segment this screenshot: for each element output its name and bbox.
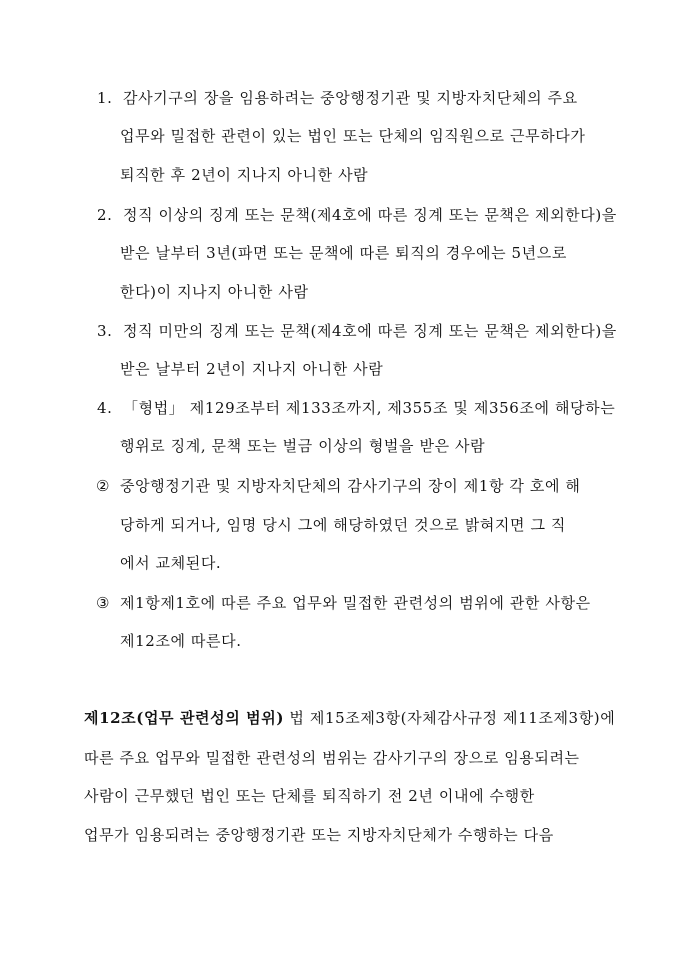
item-1-line-2: 업무와 밀접한 관련이 있는 법인 또는 단체의 임직원으로 근무하다가 bbox=[120, 127, 586, 145]
article-text: 법 제15조제3항(자체감사규정 제11조제3항)에 bbox=[289, 709, 616, 727]
article-12-line-3: 사람이 근무했던 법인 또는 단체를 퇴직하기 전 2년 이내에 수행한 bbox=[84, 787, 535, 805]
item-text: 정직 이상의 징계 또는 문책(제4호에 따른 징계 또는 문책은 제외한다)을 bbox=[123, 206, 617, 224]
paragraph-2-line-3: 에서 교체된다. bbox=[120, 554, 222, 572]
article-12-line-1 bbox=[84, 708, 615, 728]
item-2-line-2: 받은 날부터 3년(파면 또는 문책에 따른 퇴직의 경우에는 5년으로 bbox=[120, 244, 567, 262]
paragraph-text: 제1항제1호에 따른 주요 업무와 밀접한 관련성의 범위에 관한 사항은 bbox=[120, 594, 591, 612]
item-text: 감사기구의 장을 임용하려는 중앙행정기관 및 지방자치단체의 주요 bbox=[123, 89, 578, 107]
item-text: 「형법」 제129조부터 제133조까지, 제355조 및 제356조에 해당하는 bbox=[123, 399, 616, 417]
paragraph-3-line-1 bbox=[96, 593, 591, 613]
item-3-line-2: 받은 날부터 2년이 지나지 아니한 사람 bbox=[120, 360, 384, 378]
item-2-line-3: 한다)이 지나지 아니한 사람 bbox=[120, 283, 309, 301]
item-text: 정직 미만의 징계 또는 문책(제4호에 따른 징계 또는 문책은 제외한다)을 bbox=[123, 322, 617, 340]
paragraph-3-line-2: 제12조에 따른다. bbox=[120, 632, 242, 650]
paragraph-2-line-1 bbox=[96, 476, 581, 496]
paragraph-2-line-2: 당하게 되거나, 임명 당시 그에 해당하였던 것으로 밝혀지면 그 직 bbox=[120, 516, 567, 534]
item-1-line-1 bbox=[97, 88, 578, 108]
article-heading: 제12조(업무 관련성의 범위) bbox=[84, 709, 285, 727]
item-2-line-1 bbox=[97, 205, 617, 225]
article-12-line-2: 따른 주요 업무와 밀접한 관련성의 범위는 감사기구의 장으로 임용되려는 bbox=[84, 749, 580, 767]
item-4-line-2: 행위로 징계, 문책 또는 벌금 이상의 형벌을 받은 사람 bbox=[120, 437, 486, 455]
paragraph-text: 중앙행정기관 및 지방자치단체의 감사기구의 장이 제1항 각 호에 해 bbox=[120, 477, 581, 495]
article-12-line-4: 업무가 임용되려는 중앙행정기관 또는 지방자치단체가 수행하는 다음 bbox=[84, 826, 554, 844]
item-number: 2. bbox=[97, 206, 113, 224]
item-1-line-3: 퇴직한 후 2년이 지나지 아니한 사람 bbox=[120, 166, 369, 184]
item-4-line-1 bbox=[97, 398, 615, 418]
item-number: 3. bbox=[97, 322, 113, 340]
item-number: 1. bbox=[97, 89, 113, 107]
paragraph-marker: ② bbox=[96, 477, 111, 495]
item-3-line-1 bbox=[97, 321, 617, 341]
item-number: 4. bbox=[97, 399, 113, 417]
paragraph-marker: ③ bbox=[96, 594, 111, 612]
